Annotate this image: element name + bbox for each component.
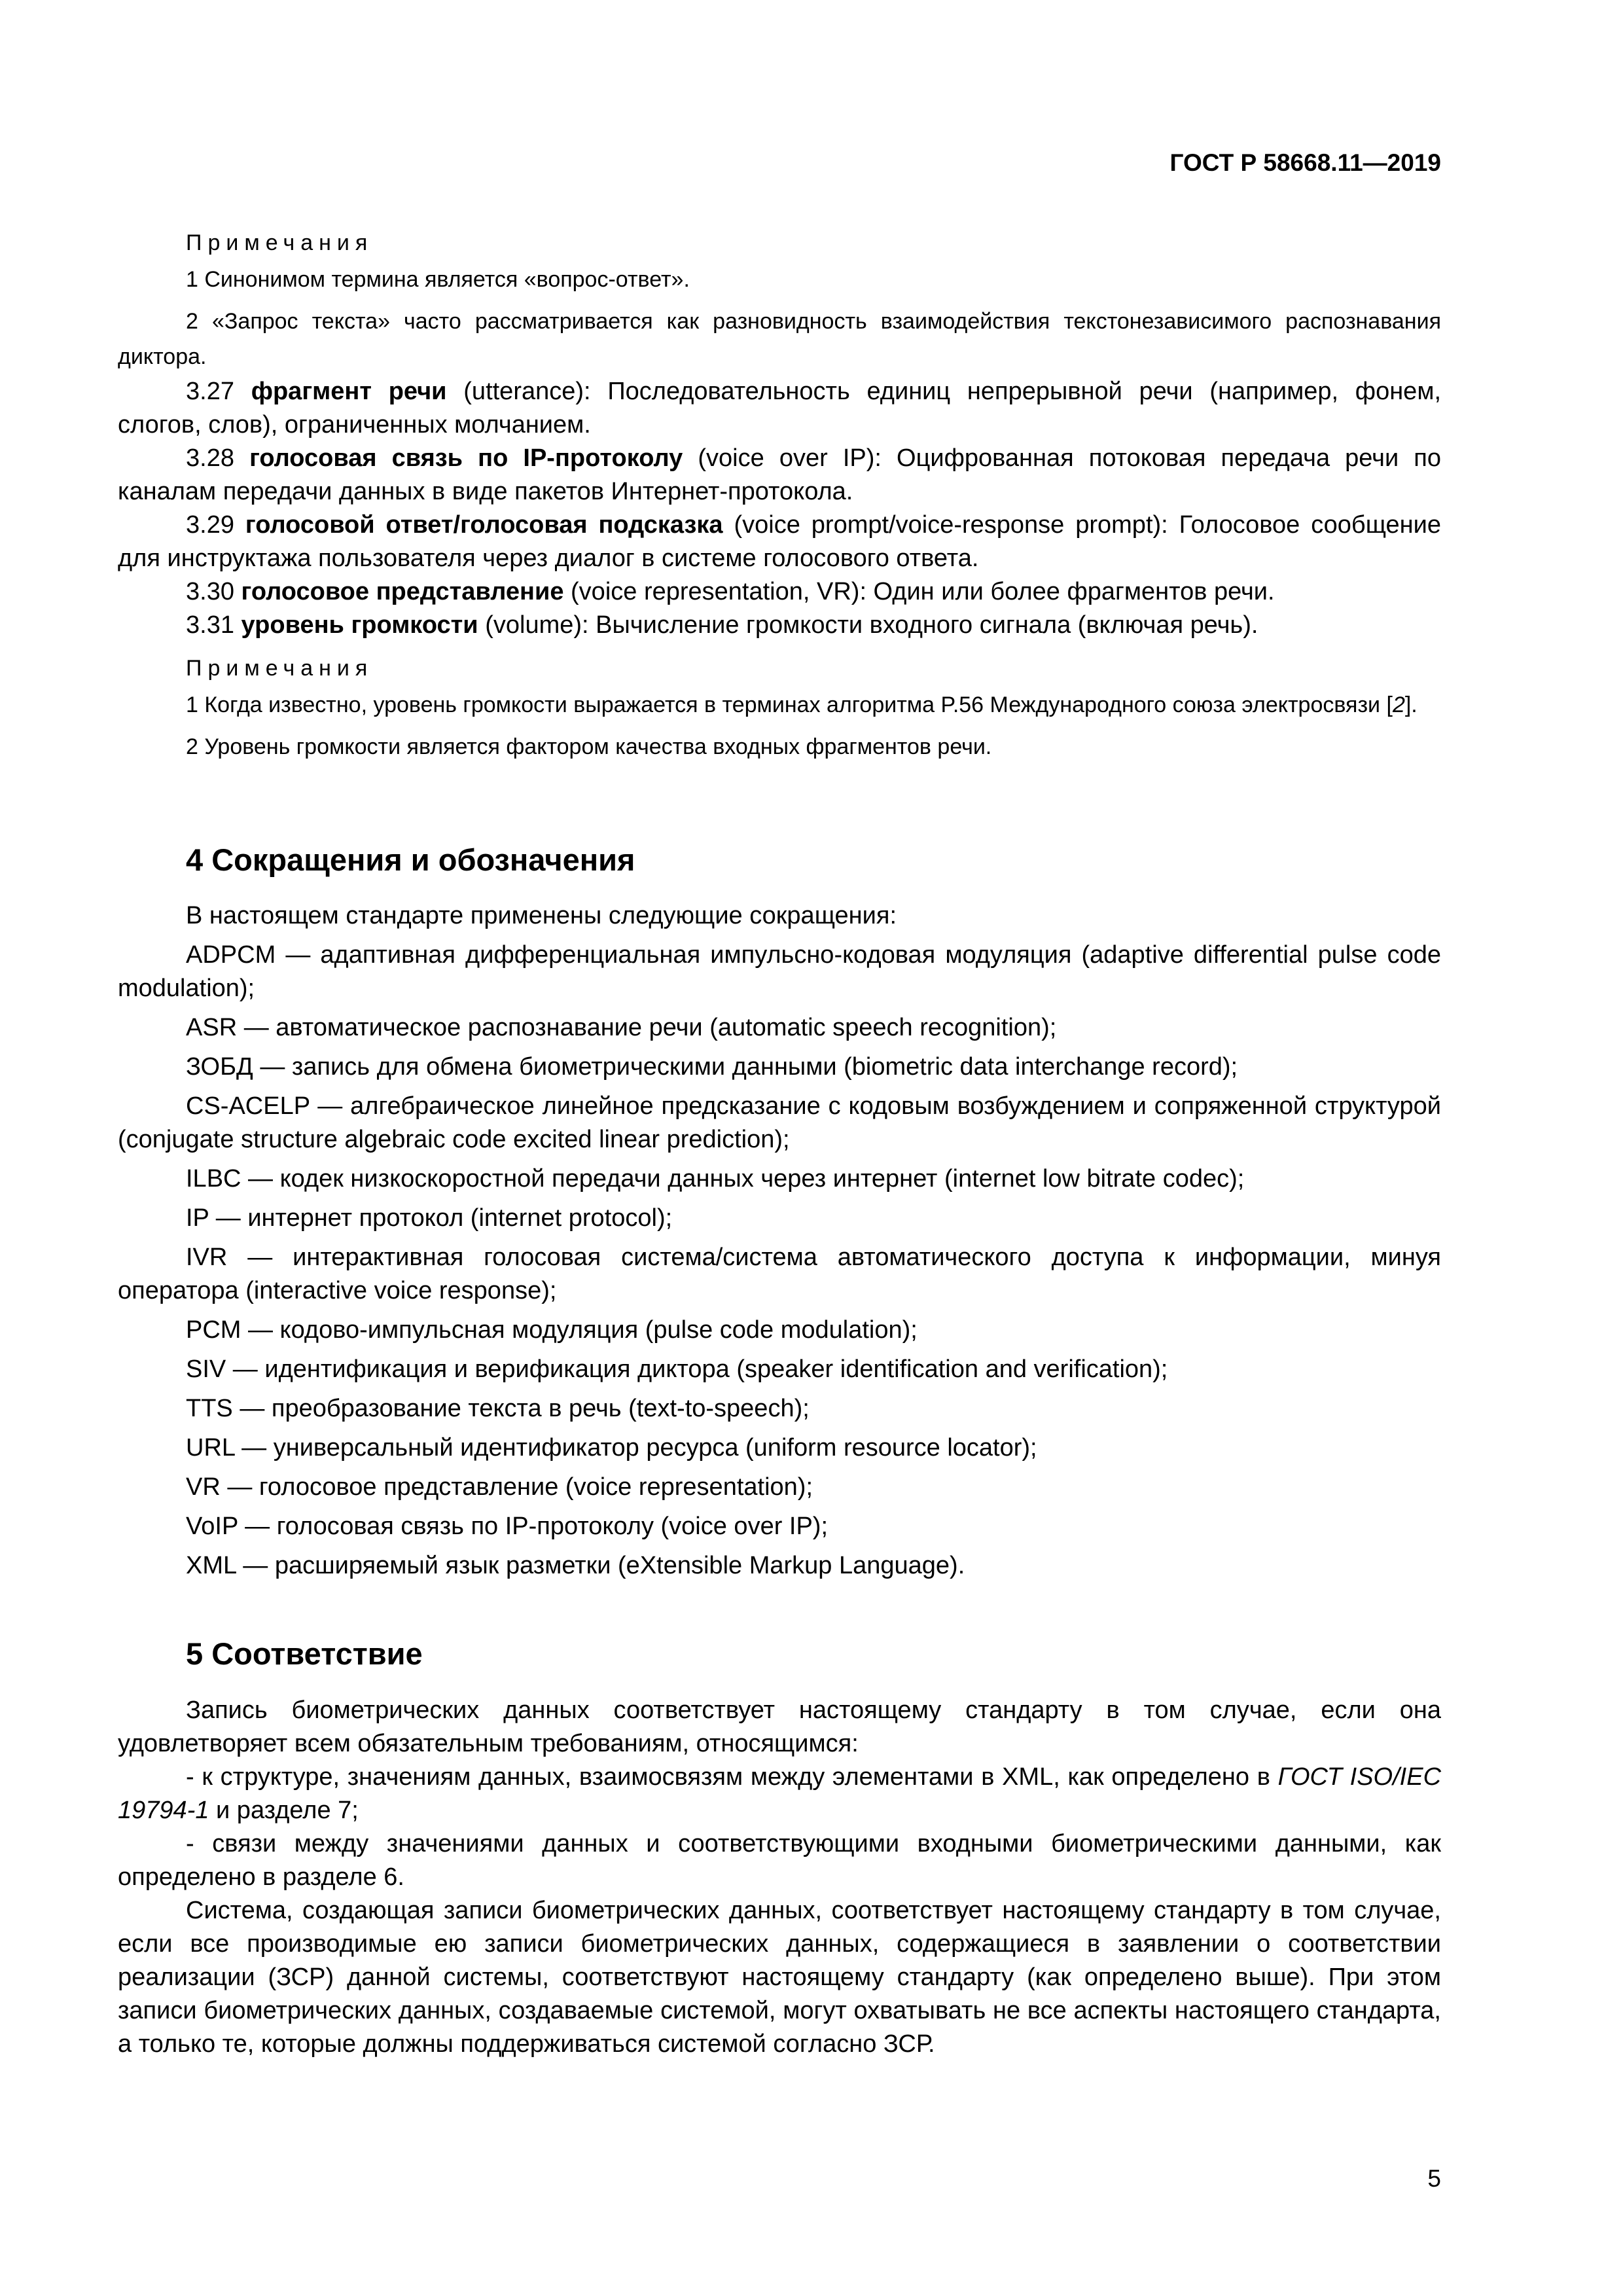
- term-name: уровень громкости: [241, 611, 478, 639]
- term-entry: [118, 509, 1441, 575]
- paragraph: Система, создающая записи биометрических данных, соответствует настоящему стандарту в том случае, если все производимые ею записи биометрических данных, содержащиеся в заявлении о соответствии реализации (ЗСР) данной системы, соответствуют настоящему стандарту (как определено выше). При этом записи биометрических данных, создаваемые системой, могут охватывать не все аспекты настоящего стандарта, а только те, которые должны поддерживаться системой согласно ЗСР.: [118, 1897, 1441, 2058]
- notes-label: Примечания: [186, 656, 374, 681]
- bullet-item: - связи между значениями данных и соответствующими входными биометрическими данными, как определено в разделе 6.: [118, 1830, 1441, 1891]
- abbreviation-item: ЗОБД — запись для обмена биометрическими данными (biometric data interchange record);: [186, 1053, 1238, 1081]
- term-entry: [118, 575, 1441, 609]
- abbreviation-item: IP — интернет протокол (internet protocol);: [186, 1204, 673, 1232]
- term-name: голосовая связь по IP-протоколу: [249, 444, 683, 472]
- section-4-heading-wrap: [118, 840, 1441, 880]
- term-definition: (volume): Вычисление громкости входного сигнала (включая речь).: [478, 611, 1258, 639]
- abbreviation-item: VR — голосовое представление (voice representation);: [186, 1473, 813, 1501]
- term-number: 3.28: [186, 444, 234, 472]
- term-name: фрагмент речи: [251, 378, 447, 405]
- section-5-body: [118, 1694, 1441, 2061]
- term-definition: (voice prompt/voice-response prompt): Голосовое сообщение для инструктажа пользователя через диалог в системе голосового ответа.: [118, 511, 1442, 572]
- abbreviation-item: ASR — автоматическое распознавание речи (automatic speech recognition);: [186, 1014, 1057, 1041]
- abbreviation-item: XML — расширяемый язык разметки (eXtensible Markup Language).: [186, 1552, 965, 1579]
- abbreviation-item: ILBC — кодек низкоскоростной передачи данных через интернет (internet low bitrate codec);: [186, 1165, 1245, 1193]
- note-text: 1 Когда известно, уровень громкости выражается в терминах алгоритма P.56 Международного союза электросвязи [: [186, 692, 1393, 717]
- term-name: голосовой ответ/голосовая подсказка: [245, 511, 723, 539]
- abbreviation-item: PCM — кодово-импульсная модуляция (pulse code modulation);: [186, 1316, 918, 1344]
- paragraph: Запись биометрических данных соответствует настоящему стандарту в том случае, если она удовлетворяет всем обязательным требованиям, относящимся:: [118, 1696, 1441, 1757]
- note-tail: ].: [1404, 692, 1418, 717]
- note-text: 2 Уровень громкости является фактором качества входных фрагментов речи.: [186, 734, 992, 759]
- abbreviation-item: CS-ACELP — алгебраическое линейное предсказание с кодовым возбуждением и сопряженной структурой (conjugate structure algebraic code excited linear prediction);: [118, 1092, 1441, 1153]
- note-item: [118, 729, 1441, 764]
- section-intro: В настоящем стандарте применены следующие сокращения:: [186, 902, 897, 929]
- abbreviation-item: VoIP — голосовая связь по IP-протоколу (voice over IP);: [186, 1513, 829, 1540]
- term-name: голосовое представление: [241, 578, 564, 605]
- note-item: [118, 687, 1441, 723]
- term-definition: (voice over IP): Оцифрованная потоковая передача речи по каналам передачи данных в виде пакетов Интернет-протокола.: [118, 444, 1442, 505]
- abbreviation-item: URL — универсальный идентификатор ресурса (uniform resource locator);: [186, 1434, 1037, 1462]
- term-number: 3.29: [186, 511, 234, 539]
- abbreviation-item: ADPCM — адаптивная дифференциальная импульсно-кодовая модуляция (adaptive differential pulse code modulation);: [118, 941, 1441, 1002]
- bullet-text: - к структуре, значениям данных, взаимосвязям между элементами в XML, как определено в: [186, 1763, 1278, 1791]
- section-5-heading-wrap: [118, 1634, 1441, 1674]
- section-heading: 5 Соответствие: [186, 1636, 423, 1671]
- notes-block-1: [118, 224, 1441, 381]
- term-definition: (voice representation, VR): Один или более фрагментов речи.: [563, 578, 1275, 605]
- term-entry: [118, 442, 1441, 509]
- abbreviation-item: TTS — преобразование текста в речь (text-to-speech);: [186, 1395, 810, 1422]
- reference-number: 2: [1392, 692, 1405, 717]
- abbreviation-item: SIV — идентификация и верификация диктора (speaker identification and verification);: [186, 1355, 1168, 1383]
- bullet-item: [118, 1761, 1441, 1827]
- term-number: 3.31: [186, 611, 234, 639]
- term-definition: (utterance): Последовательность единиц непрерывной речи (например, фонем, слогов, слов), ограниченных молчанием.: [118, 378, 1441, 439]
- notes-block-2: [118, 649, 1441, 771]
- term-entry: [118, 375, 1441, 442]
- standard-reference: ГОСТ ISO/IEC 19794-1: [118, 1763, 1442, 1824]
- terms-list: [118, 375, 1441, 642]
- bullet-tail: и разделе 7;: [209, 1797, 359, 1824]
- term-number: 3.27: [186, 378, 234, 405]
- term-entry: [118, 609, 1441, 642]
- term-number: 3.30: [186, 578, 234, 605]
- document-header: ГОСТ Р 58668.11—2019: [1169, 149, 1441, 176]
- page-number: 5: [1427, 2165, 1441, 2192]
- notes-label: Примечания: [186, 230, 374, 255]
- section-4-body: [118, 899, 1441, 1588]
- section-heading: 4 Сокращения и обозначения: [186, 842, 635, 877]
- note-item: 2 «Запрос текста» часто рассматривается как разновидность взаимодействия текстонезависимого распознавания диктора.: [118, 309, 1441, 369]
- note-item: 1 Синонимом термина является «вопрос-ответ».: [186, 267, 690, 292]
- abbreviation-item: IVR — интерактивная голосовая система/система автоматического доступа к информации, минуя оператора (interactive voice response);: [118, 1244, 1441, 1304]
